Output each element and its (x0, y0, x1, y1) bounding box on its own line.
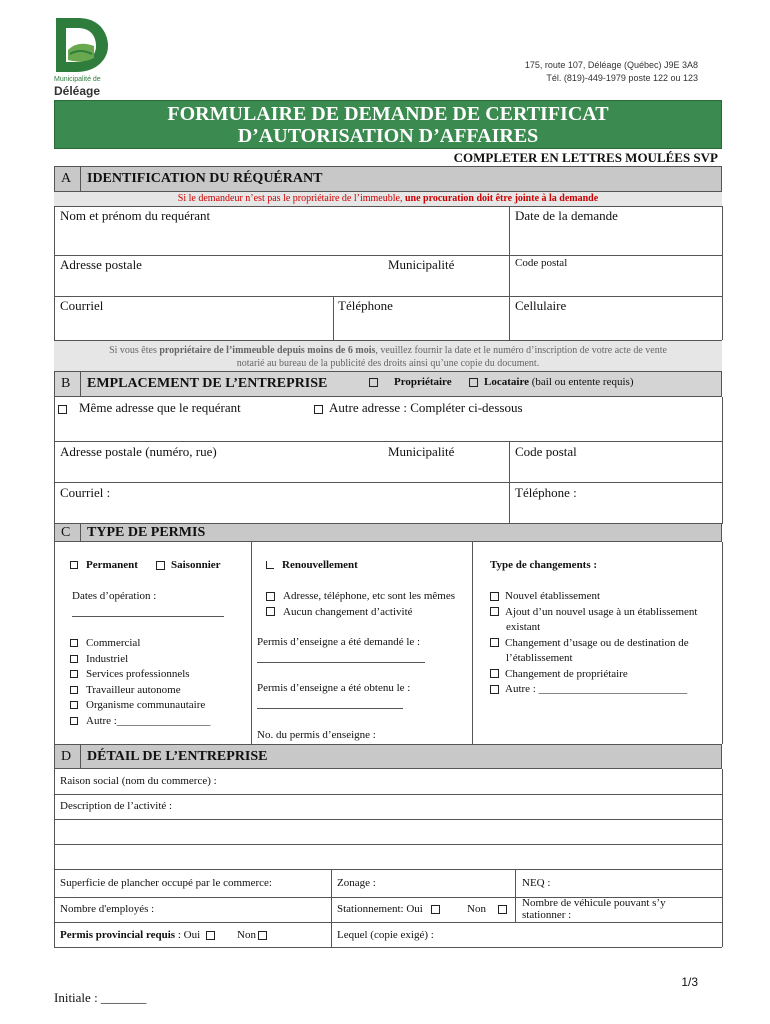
change-use-cont: l’établissement (506, 652, 573, 664)
type-autre[interactable] (70, 714, 210, 730)
tenant-checkbox[interactable] (469, 378, 478, 387)
vehicles-label-line2: stationner : (522, 909, 572, 921)
sign-permit-obtained-line[interactable] (257, 708, 403, 709)
initials-field[interactable]: Initiale : _______ (54, 990, 147, 1005)
other-address-label: Autre adresse : Compléter ci-dessous (329, 400, 523, 415)
page-number: 1/3 (681, 975, 698, 989)
change-new-establishment[interactable] (490, 589, 720, 605)
change-option-label: Changement de propriétaire (505, 667, 628, 680)
phone-field-label[interactable]: Téléphone (338, 298, 393, 313)
section-a-notice (54, 192, 722, 206)
logo-name: Déléage (54, 84, 101, 98)
renewal-no-change[interactable] (266, 605, 455, 621)
postal-code-field-label[interactable]: Code postal (515, 257, 568, 269)
tenant-option[interactable] (469, 376, 633, 388)
type-organisme[interactable] (70, 698, 210, 714)
b-phone-field-label[interactable]: Téléphone : (515, 485, 577, 500)
same-info-checkbox[interactable] (266, 592, 275, 601)
title-banner (54, 100, 722, 149)
b-municipality-field-label[interactable]: Municipalité (388, 444, 455, 459)
activity-description-label[interactable]: Description de l’activité : (60, 800, 173, 812)
other-address-option[interactable] (314, 400, 523, 416)
change-type-heading: Type de changements : (490, 559, 598, 571)
renewal-checkbox[interactable] (266, 561, 274, 569)
email-field-label[interactable]: Courriel (60, 298, 104, 313)
section-a-letter: A (61, 171, 72, 186)
permit-type-list (70, 636, 210, 729)
owner-note-bold: propriétaire de l’immeuble depuis moins de 6 mois (159, 345, 376, 356)
change-other-checkbox[interactable] (490, 685, 499, 694)
type-services[interactable] (70, 667, 210, 683)
change-other[interactable] (490, 682, 720, 698)
b-email-field-label[interactable]: Courriel : (60, 485, 111, 500)
change-options (490, 589, 720, 698)
zoning-label[interactable]: Zonage : (337, 877, 376, 889)
which-permit-label[interactable]: Lequel (copie exigé) : (337, 929, 434, 941)
organisme-checkbox[interactable] (70, 701, 78, 709)
other-address-checkbox[interactable] (314, 405, 323, 414)
autonome-checkbox[interactable] (70, 686, 78, 694)
permanent-option[interactable] (70, 559, 138, 571)
change-option-label: Ajout d’un nouvel usage à un établissement (505, 605, 698, 618)
vehicles-label[interactable] (522, 897, 666, 921)
change-new-use[interactable] (490, 605, 720, 621)
activity-description-line-3[interactable] (55, 845, 721, 869)
provincial-yes-checkbox[interactable] (206, 931, 215, 940)
type-commercial[interactable] (70, 636, 210, 652)
vehicles-label-line1: Nombre de véhicule pouvant s’y (522, 897, 666, 909)
tenant-option-note: (bail ou entente requis) (529, 376, 634, 388)
change-owner-checkbox[interactable] (490, 669, 499, 678)
owner-note-text: Si vous êtes (109, 345, 160, 356)
form-title-line1: FORMULAIRE DE DEMANDE DE CERTIFICAT (167, 103, 609, 125)
sign-permit-number-label[interactable]: No. du permis d’enseigne : (257, 729, 376, 741)
parking-no-checkbox[interactable] (498, 905, 507, 914)
new-establishment-checkbox[interactable] (490, 592, 499, 601)
sign-permit-obtained-label[interactable]: Permis d’enseigne a été obtenu le : (257, 682, 411, 694)
sign-permit-requested-line[interactable] (257, 662, 425, 663)
renewal-options (266, 589, 455, 620)
tenant-option-label: Locataire (484, 376, 530, 388)
section-b-letter: B (61, 376, 71, 391)
date-field-label[interactable]: Date de la demande (515, 208, 618, 223)
change-new-use-cont: existant (506, 621, 541, 633)
municipality-logo (52, 14, 112, 74)
name-field-label[interactable]: Nom et prénom du requérant (60, 208, 211, 223)
owner-option-label: Propriétaire (394, 376, 452, 388)
sign-permit-requested-label[interactable]: Permis d’enseigne a été demandé le : (257, 636, 421, 648)
owner-note-text-2: , veuillez fournir la date et le numéro d’inscription de votre acte de vente (375, 345, 667, 356)
owner-note (54, 341, 722, 371)
renewal-option[interactable] (266, 559, 358, 571)
form-title-line2: D’AUTORISATION D’AFFAIRES (237, 125, 539, 147)
services-checkbox[interactable] (70, 670, 78, 678)
parking-yes-checkbox[interactable] (431, 905, 440, 914)
header-address: 175, route 107, Déléage (Québec) J9E 3A8 (524, 60, 698, 70)
type-label: Organisme communautaire (86, 699, 206, 711)
section-d-letter: D (61, 749, 72, 764)
section-b-heading: EMPLACEMENT DE L’ENTREPRISE (87, 376, 328, 391)
permanent-checkbox[interactable] (70, 561, 78, 569)
notice-bold-text: une procuration doit être jointe à la demande (404, 193, 599, 204)
section-c-header (54, 523, 722, 542)
same-address-checkbox[interactable] (58, 405, 67, 414)
fill-instruction: COMPLETER EN LETTRES MOULÉES SVP (453, 150, 718, 165)
type-label: Services professionnels (86, 668, 190, 680)
type-label: Autre :_________________ (86, 714, 211, 727)
seasonal-checkbox[interactable] (156, 561, 165, 570)
parking-yes-option[interactable] (337, 903, 446, 915)
same-address-label: Même adresse que le requérant (79, 400, 241, 415)
new-use-checkbox[interactable] (490, 607, 499, 616)
type-label: Industriel (86, 652, 129, 665)
change-use[interactable] (490, 636, 720, 652)
same-address-option[interactable] (58, 400, 241, 416)
municipality-field-label[interactable]: Municipalité (388, 257, 455, 272)
no-change-checkbox[interactable] (266, 607, 275, 616)
activity-description-line-2[interactable] (55, 820, 721, 844)
provincial-no-checkbox[interactable] (258, 931, 267, 940)
owner-checkbox[interactable] (369, 378, 378, 387)
b-address-field-label[interactable]: Adresse postale (numéro, rue) (60, 444, 217, 459)
section-a-header (54, 166, 722, 192)
b-postal-code-field-label[interactable]: Code postal (515, 444, 577, 459)
business-name-label[interactable]: Raison social (nom du commerce) : (60, 775, 217, 787)
section-a-heading: IDENTIFICATION DU RÉQUÉRANT (87, 171, 323, 186)
section-d-header (54, 744, 722, 769)
cell-field-label[interactable]: Cellulaire (515, 298, 567, 313)
section-c-heading: TYPE DE PERMIS (87, 525, 206, 540)
commercial-checkbox[interactable] (70, 639, 78, 647)
address-field-label[interactable]: Adresse postale (60, 257, 142, 272)
logo-d-icon (52, 14, 112, 74)
parking-no-option[interactable] (467, 903, 513, 915)
header-phone: Tél. (819)-449-1979 poste 122 ou 123 (546, 73, 698, 83)
operating-dates-line[interactable] (72, 616, 224, 617)
notice-text: Si le demandeur n’est pas le propriétaire de l’immeuble, (177, 193, 405, 204)
change-use-checkbox[interactable] (490, 638, 499, 647)
type-label: Commercial (86, 637, 141, 649)
owner-note-text-3: notarié au bureau de la publicité des droits ainsi qu’une copie du document. (236, 358, 540, 369)
provincial-yes-label: : Oui (175, 929, 201, 941)
autre-checkbox[interactable] (70, 717, 78, 725)
provincial-permit-label: Permis provincial requis (60, 929, 176, 941)
floor-area-label[interactable]: Superficie de plancher occupé par le commerce: (60, 877, 272, 889)
parking-no-label: Non (467, 903, 486, 915)
change-option-label: Changement d’usage ou de destination de (505, 636, 689, 649)
renewal-option-label: Aucun changement d’activité (283, 605, 413, 618)
change-owner[interactable] (490, 667, 720, 683)
renewal-same-info[interactable] (266, 589, 455, 605)
owner-option[interactable] (369, 376, 452, 388)
renewal-label: Renouvellement (282, 559, 358, 571)
renewal-option-label: Adresse, téléphone, etc sont les mêmes (283, 590, 455, 602)
section-b-header (54, 371, 722, 397)
section-d-heading: DÉTAIL DE L’ENTREPRISE (87, 749, 268, 764)
seasonal-option[interactable] (156, 559, 221, 571)
type-label: Travailleur autonome (86, 683, 181, 696)
permanent-label: Permanent (86, 559, 138, 571)
employees-label[interactable]: Nombre d'employés : (60, 903, 155, 915)
parking-yes-label: Stationnement: Oui (337, 903, 423, 915)
provincial-no-option[interactable] (237, 929, 273, 941)
provincial-no-label: Non (237, 929, 256, 941)
neq-label[interactable]: NEQ : (522, 877, 551, 889)
change-option-label: Nouvel établissement (505, 590, 601, 602)
type-autonome[interactable] (70, 683, 210, 699)
operating-dates-label[interactable]: Dates d’opération : (72, 590, 157, 602)
industriel-checkbox[interactable] (70, 655, 78, 663)
seasonal-label: Saisonnier (171, 559, 221, 571)
type-industriel[interactable] (70, 652, 210, 668)
change-option-label: Autre : ___________________________ (505, 683, 688, 695)
section-c-letter: C (61, 525, 71, 540)
provincial-permit-option[interactable] (60, 929, 221, 941)
logo-caption: Municipalité de (54, 76, 101, 83)
